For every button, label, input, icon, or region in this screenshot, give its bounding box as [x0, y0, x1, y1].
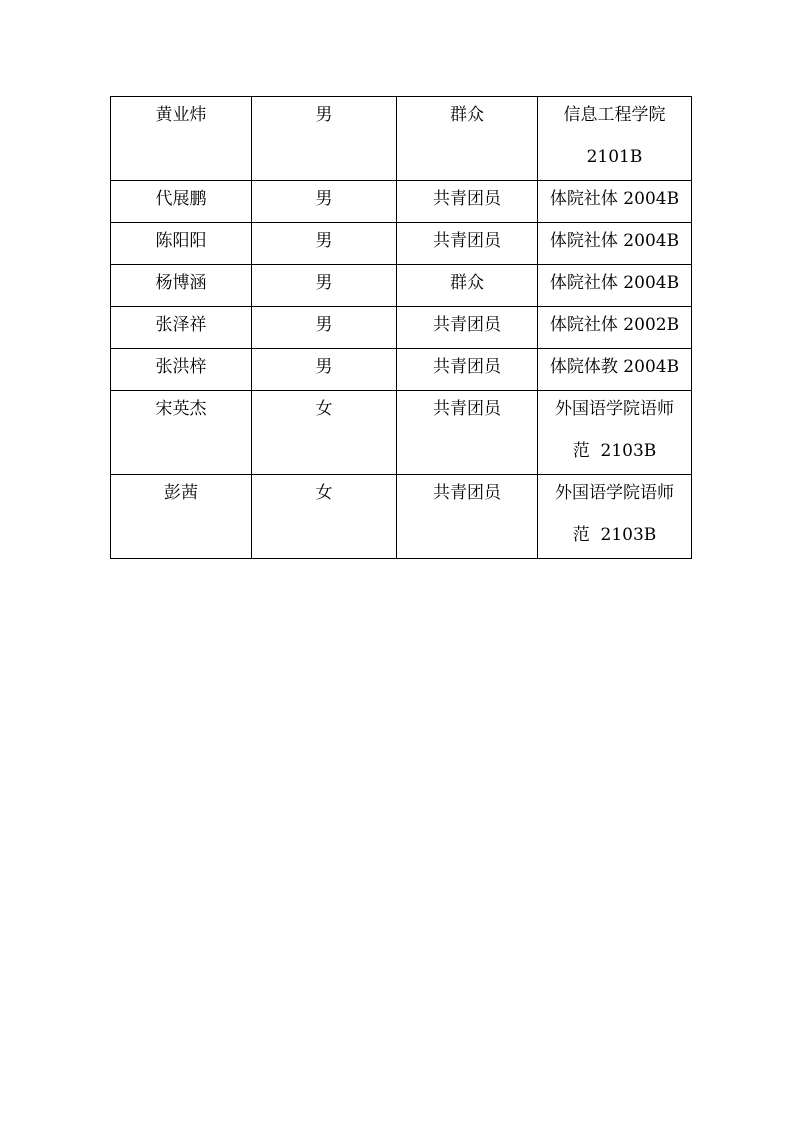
- table-row: [111, 307, 692, 349]
- name-cell: 黄业炜: [111, 97, 252, 181]
- table-row: [111, 97, 692, 181]
- table-row: [111, 391, 692, 475]
- political-status-cell: 共青团员: [397, 349, 538, 391]
- gender-cell: 女: [252, 391, 397, 475]
- gender-cell: 男: [252, 181, 397, 223]
- major-cell: 体院社体 2002B: [538, 307, 692, 349]
- table-row: [111, 223, 692, 265]
- gender-cell: 男: [252, 97, 397, 181]
- major-cell: 外国语学院语师 范 2103B: [538, 391, 692, 475]
- major-cell: 体院社体 2004B: [538, 181, 692, 223]
- student-roster-table: [110, 96, 692, 559]
- gender-cell: 男: [252, 307, 397, 349]
- political-status-cell: 共青团员: [397, 181, 538, 223]
- political-status-cell: 共青团员: [397, 475, 538, 559]
- name-cell: 张泽祥: [111, 307, 252, 349]
- table-row: [111, 475, 692, 559]
- name-cell: 宋英杰: [111, 391, 252, 475]
- name-cell: 杨博涵: [111, 265, 252, 307]
- major-cell: 体院社体 2004B: [538, 265, 692, 307]
- major-cell: 体院社体 2004B: [538, 223, 692, 265]
- political-status-cell: 群众: [397, 265, 538, 307]
- table-row: [111, 181, 692, 223]
- name-cell: 张洪梓: [111, 349, 252, 391]
- major-cell: 外国语学院语师 范 2103B: [538, 475, 692, 559]
- gender-cell: 男: [252, 223, 397, 265]
- name-cell: 陈阳阳: [111, 223, 252, 265]
- gender-cell: 女: [252, 475, 397, 559]
- political-status-cell: 共青团员: [397, 391, 538, 475]
- political-status-cell: 共青团员: [397, 223, 538, 265]
- major-cell: 信息工程学院 2101B: [538, 97, 692, 181]
- name-cell: 彭茜: [111, 475, 252, 559]
- gender-cell: 男: [252, 349, 397, 391]
- table-row: [111, 265, 692, 307]
- political-status-cell: 群众: [397, 97, 538, 181]
- table-row: [111, 349, 692, 391]
- name-cell: 代展鹏: [111, 181, 252, 223]
- gender-cell: 男: [252, 265, 397, 307]
- political-status-cell: 共青团员: [397, 307, 538, 349]
- major-cell: 体院体教 2004B: [538, 349, 692, 391]
